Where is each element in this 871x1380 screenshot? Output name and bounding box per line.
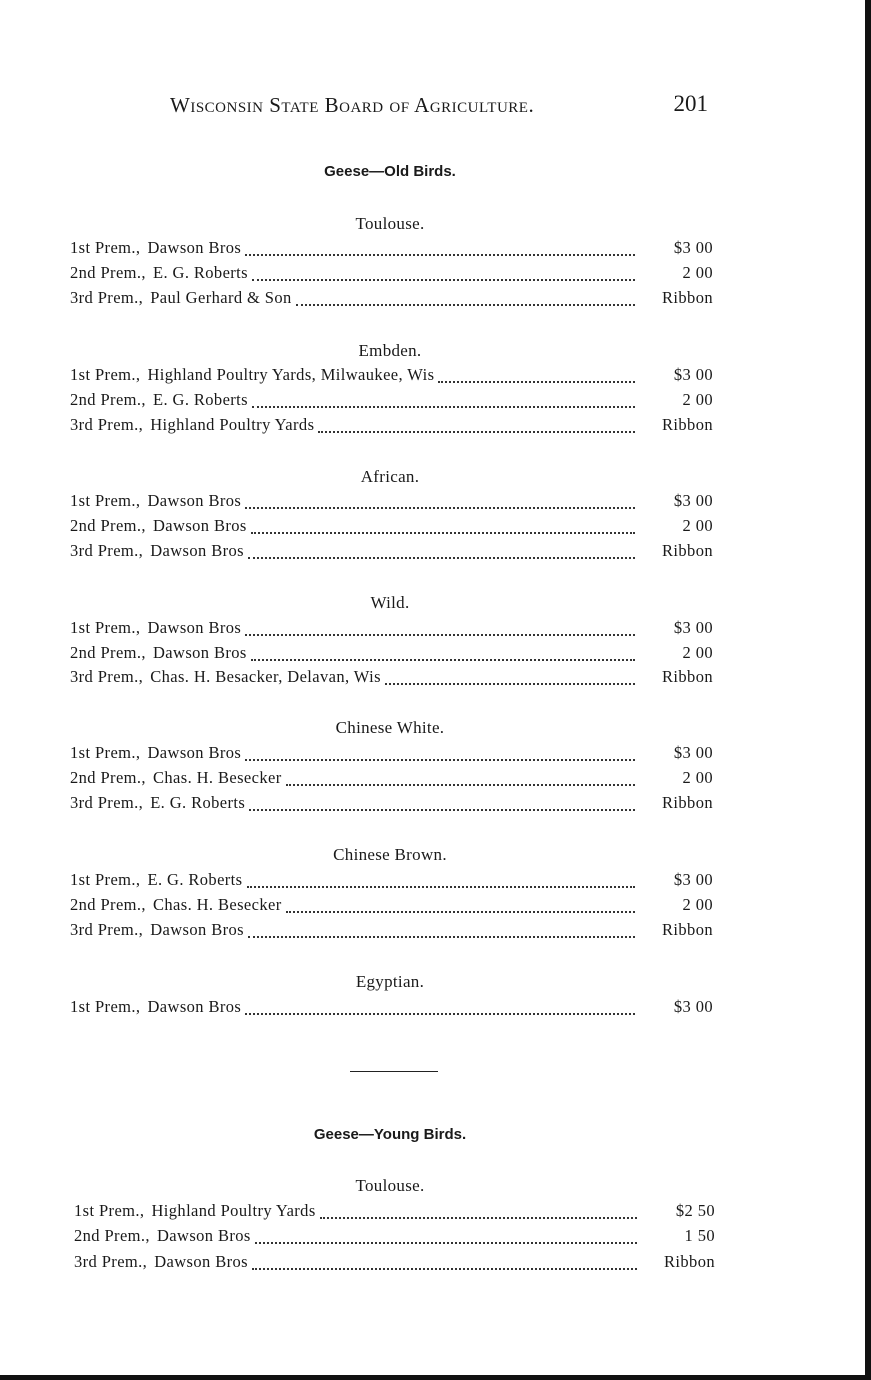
- premium-row: [70, 667, 713, 691]
- premium-amount: $3 00: [673, 365, 713, 384]
- page-edge-right: [865, 0, 871, 1380]
- breed-heading-toulouse-young: Toulouse.: [355, 1176, 425, 1195]
- premium-winner: E. G. Roberts: [150, 793, 246, 812]
- premium-amount: $3 00: [673, 997, 713, 1016]
- premium-winner: Dawson Bros: [156, 1226, 251, 1245]
- premium-winner: Dawson Bros: [150, 920, 244, 939]
- premium-row: [70, 415, 713, 439]
- premium-winner: Dawson Bros: [147, 491, 242, 510]
- premium-winner: Dawson Bros: [152, 516, 247, 535]
- premium-winner: Chas. H. Besecker: [152, 768, 282, 787]
- dot-leader: [245, 758, 635, 761]
- premium-winner: E. G. Roberts: [152, 263, 248, 282]
- premium-amount: Ribbon: [662, 667, 713, 686]
- premium-place: 3rd Prem.,: [70, 920, 144, 939]
- dot-leader: [245, 506, 635, 509]
- premium-row: [70, 870, 713, 894]
- dot-leader: [385, 682, 635, 685]
- dot-leader: [286, 783, 635, 786]
- premium-row: [70, 491, 713, 515]
- premium-winner: Paul Gerhard & Son: [150, 288, 292, 307]
- premium-row: [70, 390, 713, 414]
- premium-winner: Dawson Bros: [147, 743, 242, 762]
- dot-leader: [252, 278, 635, 281]
- dot-leader: [251, 531, 635, 534]
- premium-place: 1st Prem.,: [70, 870, 141, 889]
- premium-place: 1st Prem.,: [70, 743, 141, 762]
- premium-row: [74, 1201, 715, 1225]
- premium-amount: 2 00: [682, 516, 713, 535]
- premium-place: 1st Prem.,: [74, 1201, 145, 1220]
- dot-leader: [318, 430, 635, 433]
- dot-leader: [249, 808, 635, 811]
- dot-leader: [245, 253, 635, 256]
- premium-amount: $3 00: [673, 618, 713, 637]
- premium-winner: Dawson Bros: [152, 643, 247, 662]
- premium-amount: $3 00: [673, 238, 713, 257]
- dot-leader: [438, 380, 635, 383]
- premium-amount: Ribbon: [662, 415, 713, 434]
- premium-place: 3rd Prem.,: [70, 667, 144, 686]
- dot-leader: [252, 1267, 637, 1270]
- dot-leader: [296, 303, 635, 306]
- premium-place: 1st Prem.,: [70, 491, 141, 510]
- premium-winner: Dawson Bros: [147, 618, 242, 637]
- dot-leader: [247, 885, 636, 888]
- premium-winner: E. G. Roberts: [152, 390, 248, 409]
- breed-heading-egyptian: Egyptian.: [355, 972, 425, 991]
- premium-place: 2nd Prem.,: [70, 895, 146, 914]
- premium-winner: E. G. Roberts: [147, 870, 243, 889]
- premium-place: 3rd Prem.,: [70, 288, 144, 307]
- dot-leader: [245, 1012, 635, 1015]
- premium-amount: Ribbon: [662, 541, 713, 560]
- premium-amount: $3 00: [673, 743, 713, 762]
- premium-winner: Dawson Bros: [154, 1252, 248, 1271]
- premium-amount: $3 00: [673, 870, 713, 889]
- premium-place: 3rd Prem.,: [70, 793, 144, 812]
- premium-row: [70, 793, 713, 817]
- dot-leader: [252, 405, 635, 408]
- breed-heading-toulouse: Toulouse.: [355, 214, 425, 233]
- premium-winner: Chas. H. Besacker, Delavan, Wis: [150, 667, 381, 686]
- premium-place: 3rd Prem.,: [74, 1252, 148, 1271]
- premium-place: 1st Prem.,: [70, 997, 141, 1016]
- premium-place: 3rd Prem.,: [70, 541, 144, 560]
- premium-place: 2nd Prem.,: [70, 263, 146, 282]
- section-title-young-birds: Geese—Young Birds.: [313, 1126, 467, 1143]
- premium-amount: Ribbon: [662, 288, 713, 307]
- dot-leader: [286, 910, 635, 913]
- premium-winner: Dawson Bros: [147, 997, 242, 1016]
- premium-place: 2nd Prem.,: [70, 643, 146, 662]
- premium-amount: 2 00: [682, 768, 713, 787]
- breed-heading-wild: Wild.: [370, 593, 410, 612]
- premium-row: [70, 768, 713, 792]
- breed-heading-embden: Embden.: [358, 341, 422, 360]
- premium-place: 2nd Prem.,: [70, 390, 146, 409]
- premium-amount: $2 50: [675, 1201, 715, 1220]
- premium-winner: Highland Poultry Yards: [151, 1201, 316, 1220]
- premium-place: 3rd Prem.,: [70, 415, 144, 434]
- premium-row: [70, 263, 713, 287]
- premium-row: [70, 516, 713, 540]
- dot-leader: [248, 935, 635, 938]
- premium-place: 2nd Prem.,: [70, 516, 146, 535]
- premium-row: [70, 365, 713, 389]
- dot-leader: [248, 556, 635, 559]
- premium-winner: Dawson Bros: [147, 238, 242, 257]
- premium-winner: Highland Poultry Yards, Milwaukee, Wis: [147, 365, 435, 384]
- running-head: [60, 93, 710, 123]
- premium-row: [74, 1226, 715, 1250]
- page-edge-bottom: [0, 1375, 871, 1380]
- breed-heading-chinese-white: Chinese White.: [335, 718, 445, 737]
- dot-leader: [255, 1241, 637, 1244]
- premium-amount: Ribbon: [664, 1252, 715, 1271]
- premium-row: [70, 743, 713, 767]
- premium-row: [70, 541, 713, 565]
- premium-row: [70, 920, 713, 944]
- dot-leader: [245, 633, 635, 636]
- premium-amount: Ribbon: [662, 793, 713, 812]
- premium-winner: Highland Poultry Yards: [150, 415, 315, 434]
- premium-amount: Ribbon: [662, 920, 713, 939]
- premium-amount: $3 00: [673, 491, 713, 510]
- premium-amount: 1 50: [684, 1226, 715, 1245]
- running-title: Wisconsin State Board of Agriculture.: [170, 93, 535, 117]
- premium-amount: 2 00: [682, 263, 713, 282]
- premium-winner: Chas. H. Besecker: [152, 895, 282, 914]
- premium-row: [70, 618, 713, 642]
- section-title-old-birds: Geese—Old Birds.: [324, 163, 456, 180]
- premium-amount: 2 00: [682, 895, 713, 914]
- premium-place: 1st Prem.,: [70, 618, 141, 637]
- dot-leader: [320, 1216, 637, 1219]
- premium-place: 2nd Prem.,: [70, 768, 146, 787]
- premium-row: [70, 238, 713, 262]
- premium-row: [70, 895, 713, 919]
- premium-winner: Dawson Bros: [150, 541, 244, 560]
- premium-row: [70, 643, 713, 667]
- premium-row: [70, 997, 713, 1021]
- dot-leader: [251, 658, 635, 661]
- premium-place: 1st Prem.,: [70, 238, 141, 257]
- breed-heading-chinese-brown: Chinese Brown.: [333, 845, 447, 864]
- premium-row: [70, 288, 713, 312]
- premium-row: [74, 1252, 715, 1276]
- page-number: 201: [673, 91, 708, 116]
- premium-amount: 2 00: [682, 390, 713, 409]
- premium-amount: 2 00: [682, 643, 713, 662]
- section-divider: [350, 1071, 438, 1072]
- breed-heading-african: African.: [360, 467, 420, 486]
- premium-place: 2nd Prem.,: [74, 1226, 150, 1245]
- premium-place: 1st Prem.,: [70, 365, 141, 384]
